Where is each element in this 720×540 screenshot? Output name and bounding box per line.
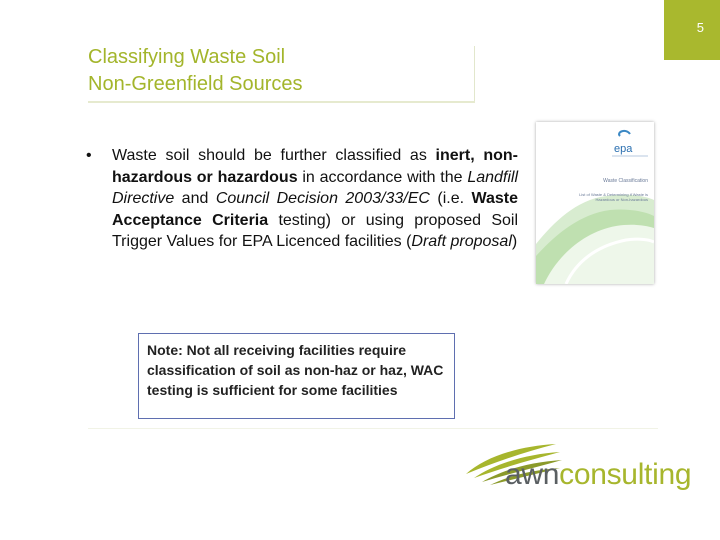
body-bold-inert: inert, non-hazardous or (112, 147, 518, 186)
svg-text:epa: epa (614, 143, 633, 155)
note-text: Note: Not all receiving facilities require classification of soil as non-haz or haz, WAC testing is sufficient for some facilities (147, 342, 444, 398)
title-divider-horizontal (88, 101, 475, 103)
epa-logo-icon (536, 122, 654, 284)
body-seg-7: ) (511, 233, 518, 250)
body-bold-wac: Waste Acceptance Criteria (112, 190, 518, 229)
content-divider (88, 428, 658, 429)
logo-consulting: consulting (559, 458, 692, 491)
slide-title (88, 44, 303, 98)
slide-title-line2: Non-Greenfield Sources (88, 73, 303, 95)
body-seg-3: in accordance with the (297, 168, 468, 186)
title-divider-vertical (474, 46, 475, 102)
logo-awn: awn (505, 458, 560, 491)
body-seg-6: testing) or using proposed Soil Trigger Values for EPA Licenced facilities ( (112, 211, 518, 250)
body-seg-5: (i.e. (429, 190, 472, 207)
thumbnail-subtitle: List of Waste & Determining if Waste is Hazardous or Non-hazardous (579, 192, 648, 202)
epa-document-thumbnail (536, 122, 654, 284)
note-box (138, 333, 455, 419)
awn-consulting-logo (505, 458, 691, 492)
slide-title-line1: Classifying Waste Soil (88, 46, 286, 68)
bullet-marker: • (86, 147, 92, 164)
body-italic-council-decision: Council Decision 2003/33/EC (215, 190, 430, 207)
body-seg-4: and (174, 190, 216, 207)
thumbnail-heading: Waste Classification (603, 178, 648, 184)
page-number: 5 (696, 20, 704, 35)
body-italic-draft-proposal: Draft proposal (411, 233, 512, 250)
body-seg-1: Waste soil should be further classified as (112, 147, 436, 164)
body-bold-hazardous: hazardous (217, 168, 298, 186)
body-italic-landfill-directive: Landfill Directive (112, 168, 519, 207)
bullet-text (112, 145, 518, 253)
